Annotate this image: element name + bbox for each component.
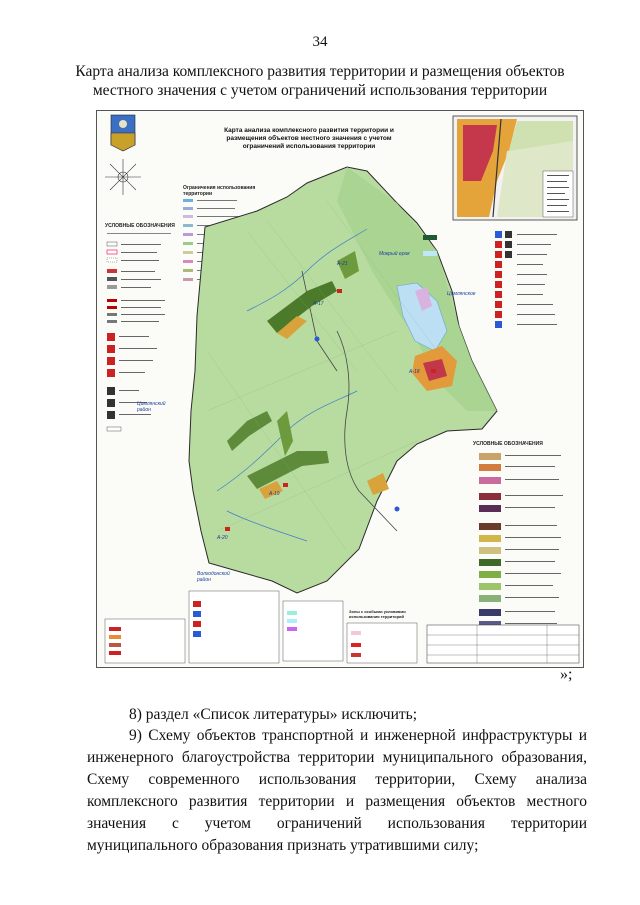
page-number: 34 xyxy=(312,34,328,50)
settlement-label: А-19 xyxy=(269,491,280,497)
inset-map xyxy=(453,116,577,220)
right-legend-heading: УСЛОВНЫЕ ОБОЗНАЧЕНИЯ xyxy=(473,441,543,447)
left-legend-heading: УСЛОВНЫЕ ОБОЗНАЧЕНИЯ xyxy=(105,223,175,229)
restrictions-heading: Ограничения использования территории xyxy=(183,185,256,197)
map-inner-title: Карта анализа комплексного развития территории и размещения объектов местного значения с учетом ограничений использования территории xyxy=(224,127,394,150)
paragraph-item-9: 9) Схему объектов транспортной и инженерной инфраструктуры и инженерного благоустройства территории муниципального образования, Схему современного использования территории, Схему анализа комплексного развития территории и размещения объектов местного значения с учетом ограничений использования территории муниципального образования признать утратившими силу; xyxy=(87,727,587,854)
compass-rose-icon xyxy=(105,159,141,195)
district-label: Цимлянский район xyxy=(137,401,166,413)
settlement-label: А-17 xyxy=(313,301,324,307)
district-label: Цимлянское xyxy=(447,291,476,297)
settlement-label: А-20 xyxy=(217,535,228,541)
coat-of-arms-icon xyxy=(111,115,135,151)
settlement-label: А-21 xyxy=(337,261,348,267)
closing-quote: »; xyxy=(560,666,573,683)
district-label: Волгодонской район xyxy=(197,571,230,583)
map-drawing xyxy=(97,111,583,667)
zones-heading: Зоны с особыми условиями использования территорий xyxy=(349,609,406,619)
paragraph-item-8: 8) раздел «Список литературы» исключить; xyxy=(129,706,418,723)
settlement-label: А-18 xyxy=(409,369,420,375)
territory-analysis-map xyxy=(96,110,584,668)
document-title: Карта анализа комплексного развития территории и размещения объектов местного значения с учетом ограничений использования территории xyxy=(75,63,565,99)
territorial-zones-legend xyxy=(479,453,563,642)
district-label: Мокрый ерик xyxy=(379,251,410,257)
bottom-legends xyxy=(105,591,579,663)
